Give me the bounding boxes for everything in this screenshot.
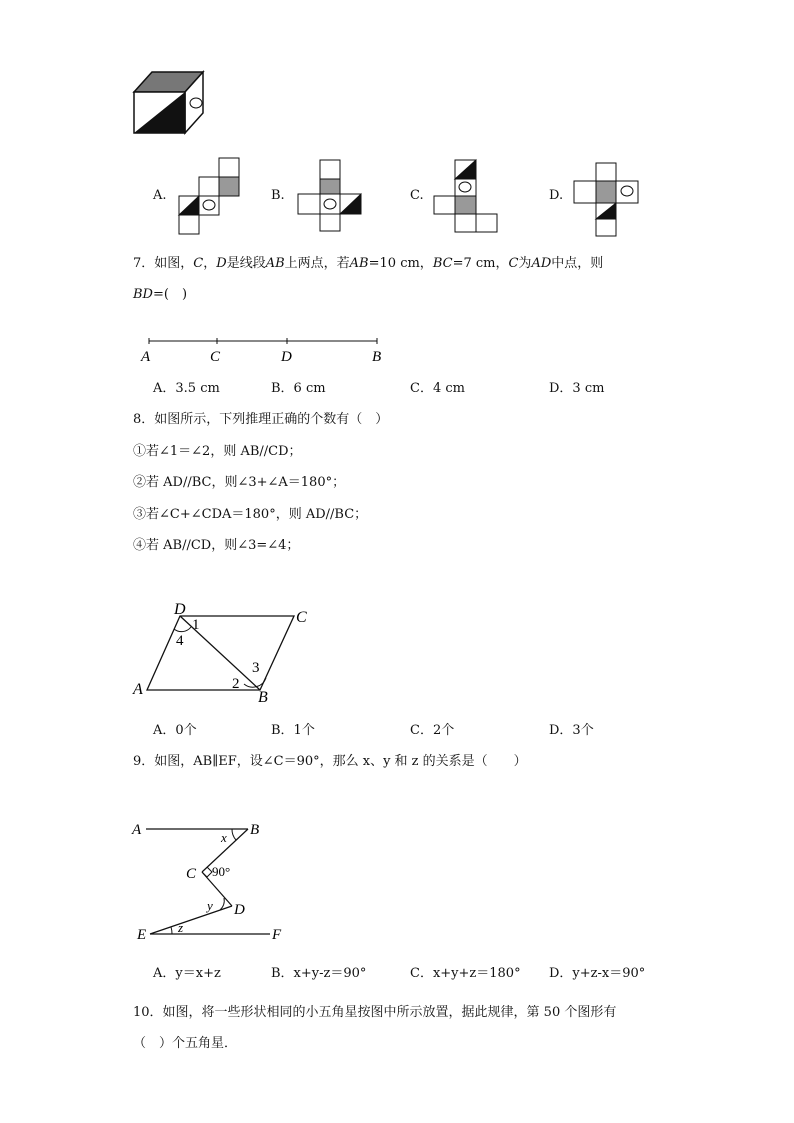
q7-option-b: B．6 cm [271, 381, 326, 396]
label-z: z [178, 920, 184, 935]
q7-var: C [508, 256, 519, 271]
q7-var: AB [349, 256, 369, 271]
q8-option-a: A．0个 [153, 723, 197, 738]
q7-option-a: A．3.5 cm [153, 381, 220, 396]
label-d: D [174, 601, 186, 618]
label-f: F [272, 927, 282, 943]
label-c: C [296, 609, 307, 626]
angle-arc-y [220, 898, 224, 910]
angle-arc-x [232, 829, 236, 840]
q9-stem: 9．如图，AB∥EF，设∠C＝90°，那么 x、y 和 z 的关系是（ ） [133, 754, 527, 769]
q7-var: C [193, 256, 204, 271]
q6-option-a: A. [153, 188, 167, 203]
label-c: C [210, 349, 221, 365]
right-angle-mark [202, 867, 212, 877]
q7-text: 中点，则 [551, 256, 604, 271]
label-b: B [258, 689, 268, 706]
label-b: B [372, 349, 382, 365]
q7-option-c: C．4 cm [410, 381, 465, 396]
label-x: x [221, 830, 227, 845]
label-d: D [234, 902, 245, 918]
q9-option-c: C．x+y+z＝180° [410, 966, 521, 981]
q9-option-d: D．y+z-x＝90° [549, 966, 646, 981]
q8-statement-2: ②若 AD//BC，则∠3+∠A＝180°； [133, 475, 346, 490]
label-d: D [281, 349, 292, 365]
angle-arc-z [171, 927, 172, 934]
q7-text: ， [203, 256, 217, 271]
q7-var: D [216, 256, 227, 271]
label-angle-2: 2 [232, 676, 240, 692]
label-a: A [141, 349, 151, 365]
q7-text: =( ) [152, 287, 188, 302]
label-angle-4: 4 [176, 633, 184, 649]
q9-option-b: B．x+y-z＝90° [271, 966, 367, 981]
q7-text: 7．如图， [133, 256, 194, 271]
q7-text: 是线段 [226, 256, 266, 271]
q7-text: 为 [518, 256, 532, 271]
q8-option-c: C．2个 [410, 723, 455, 738]
q7-var: BD [133, 287, 153, 302]
label-e: E [137, 927, 147, 943]
label-angle-1: 1 [192, 617, 200, 633]
label-a: A [132, 822, 142, 838]
q8-statement-4: ④若 AB//CD，则∠3=∠4； [133, 538, 300, 553]
q7-option-d: D．3 cm [549, 381, 605, 396]
q7-var: BC [432, 256, 453, 271]
q7-text: 上两点，若 [284, 256, 350, 271]
q8-statement-1: ①若∠1＝∠2，则 AB//CD； [133, 444, 302, 459]
q10-stem-line2: （ ）个五角星． [133, 1036, 238, 1051]
q9-option-a: A．y＝x+z [153, 966, 221, 981]
label-c: C [186, 866, 197, 882]
segment-de [150, 906, 232, 934]
label-angle-3: 3 [252, 660, 260, 676]
q7-text: =10 cm， [368, 256, 433, 271]
q8-option-d: D．3个 [549, 723, 594, 738]
q6-option-b: B. [271, 188, 285, 203]
q8-statement-3: ③若∠C+∠CDA＝180°，则 AD//BC； [133, 507, 368, 522]
label-b: B [250, 822, 260, 838]
q10-stem-line1: 10．如图，将一些形状相同的小五角星按图中所示放置，据此规律，第 50 个图形有 [133, 1005, 617, 1020]
label-90: 90° [212, 864, 231, 879]
q7-var: AB [265, 256, 285, 271]
q8-stem: 8．如图所示，下列推理正确的个数有（ ） [133, 412, 389, 427]
q6-option-d: D. [549, 188, 564, 203]
q7-var: AD [531, 256, 552, 271]
q8-option-b: B．1个 [271, 723, 315, 738]
q6-option-c: C. [410, 188, 424, 203]
label-y: y [207, 898, 213, 913]
q7-text: =7 cm， [452, 256, 509, 271]
label-a: A [133, 681, 143, 698]
